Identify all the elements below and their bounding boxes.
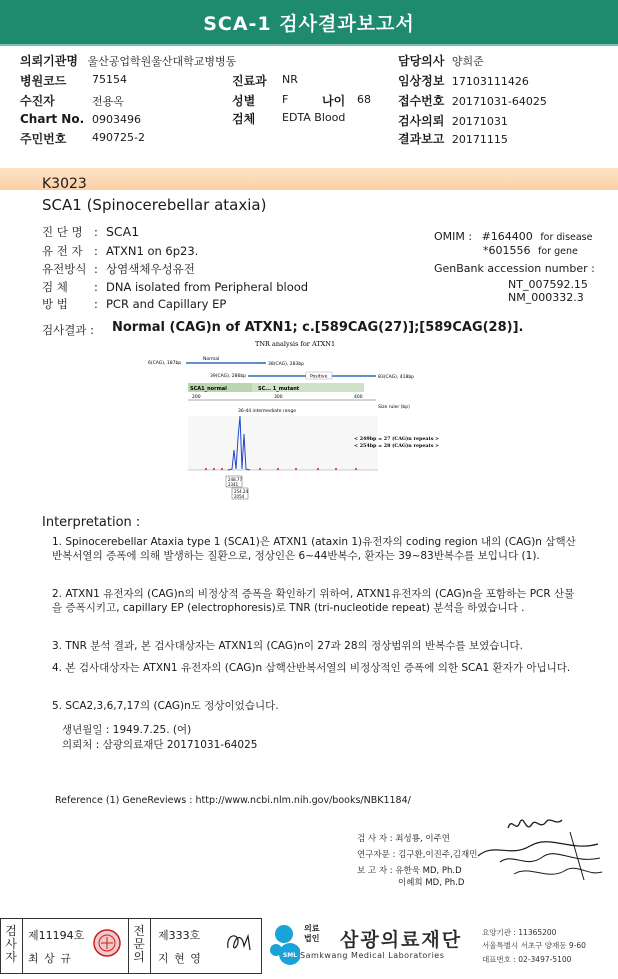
clinical-info-value: 17103111426 [451,75,529,88]
header-band [0,0,618,44]
address: 서울특별시 서초구 양재동 9-60 [482,941,586,950]
peak-1-size: 248.77 [228,477,242,482]
institution-row [20,52,236,69]
legend-1: < 249bp = 27 (CAG)n repeats > [354,436,440,442]
gene-value: ATXN1 on 6p23. [106,244,199,258]
receipt-no-row: 접수번호 20171031-64025 [398,94,547,108]
tnr-analysis-figure [140,338,480,500]
diagnosis-value: SCA1 [106,224,140,239]
doctor-label: 담당의사 [398,54,445,68]
label-positive: Positive [310,374,328,380]
size-marker [355,468,357,470]
reporter: 보 고 자 : 유한욱 MD, Ph.D [357,866,462,876]
size-marker [205,468,207,470]
label-83cag: 83(CAG), 418bp [378,375,415,380]
clinical-info-row: 임상정보 17103111426 [398,74,529,88]
method-value: PCR and Capillary EP [106,297,227,311]
label-sca1-normal: SCA1_normal [190,386,227,392]
ruler-label: Size ruler (bp) [378,405,410,410]
resident-no-label: 주민번호 [20,132,67,146]
age-value: 68 [357,93,371,106]
hospital-code-label: 병원코드 [20,74,67,88]
specialist-signature [222,926,258,962]
intermediate-label: 36-44 intermediate range [238,409,296,414]
test-name: SCA1 (Spinocerebellar ataxia) [42,196,267,214]
chart-no-label: Chart No. [20,112,85,126]
chart-no-value: 0903496 [92,113,141,126]
hospital-code-row [20,72,66,89]
report-title: SCA-1 검사결과보고서 [203,13,415,35]
tick-300: 300 [274,395,283,400]
doctor-row [398,52,484,69]
inheritance-value: 상염색체우성유전 [106,262,195,276]
patient-label: 수진자 [20,94,55,108]
specimen-value: EDTA Blood [282,111,346,124]
care-number: 요양기관 : 11365200 [482,928,557,937]
peak-1-height: 2341 [228,482,239,487]
inheritance-row: 유전방식 : 상염색체우성유전 [42,262,195,276]
handwritten-signature [470,812,610,892]
diagnosis-row: 진 단 명 : SCA1 [42,224,140,239]
size-marker [221,468,223,470]
reference: Reference (1) GeneReviews : http://www.ncbi.nlm.nih.gov/books/NBK1184/ [55,795,411,806]
org-english-name: Samkwang Medical Laboratories [300,951,445,960]
label-39cag: 39(CAG), 286bp [210,374,247,379]
license-2: 제333호 [158,929,201,942]
electropherogram-panel [188,416,378,470]
examiner: 검 사 자 : 최성룡, 이주연 [357,834,450,844]
test-code: K3023 [42,176,87,192]
specimen-label: 검체 [232,112,256,126]
advisor: 연구자문 : 김구환,이진주,김재민 [357,850,478,860]
phone: 대표번호 : 02-3497-5100 [482,955,572,964]
reporter-2: 이혜희 MD, Ph.D [398,878,465,888]
name-1: 최 상 규 [28,952,72,965]
name-2: 지 현 영 [158,952,202,965]
sml-logo-text: SML [282,952,298,959]
genbank-2: NM_000332.3 [508,291,584,304]
omim-disease: OMIM : #164400 for disease [434,230,593,243]
gene-row: 유 전 자 : ATXN1 on 6p23. [42,244,199,258]
report-date-row: 결과보고 20171115 [398,132,508,146]
label-38cag: 38(CAG), 283bp [268,362,305,367]
sex-label: 성별 [232,94,256,108]
size-marker [213,468,215,470]
patient-value: 전용옥 [92,95,124,108]
size-marker [335,468,337,470]
method-row: 방 법 : PCR and Capillary EP [42,297,227,311]
size-marker [277,468,279,470]
org-name: 삼광의료재단 [340,929,463,951]
report-date-value: 20171115 [451,133,508,146]
omim-gene: *601556 for gene [483,244,578,257]
interpretation-p4: 4. 본 검사대상자는 ATXN1 유전자의 (CAG)n 삼핵산반복서열의 비정상적인 증폭에 의한 SCA1 환자가 아닙니다. [52,662,571,674]
org-prefix: 의료법인 [304,924,320,943]
genbank-label: GenBank accession number : [434,262,595,275]
size-marker [259,468,261,470]
sml-logo-icon [268,920,300,970]
sample-value: DNA isolated from Peripheral blood [106,280,309,294]
department-label: 진료과 [232,74,267,88]
hospital-code-value: 75154 [92,73,127,86]
tick-400: 400 [354,395,363,400]
sex-value: F [282,93,289,106]
seal-stamp [92,928,122,958]
specialist-vertical-label: 전문의 [133,924,145,964]
requester: 의뢰처 : 삼광의료재단 20171031-64025 [62,739,258,751]
request-date-value: 20171031 [451,115,508,128]
size-marker [317,468,319,470]
interpretation-p5: 5. SCA2,3,6,7,17의 (CAG)n도 정상이었습니다. [52,700,279,712]
label-sca1-mutant: SC... 1_mutant [258,386,300,392]
result-label: 검사결과 : [42,323,94,337]
department-value: NR [282,73,298,86]
institution-value: 울산공업학원울산대학교병병동 [87,55,237,68]
size-marker [295,468,297,470]
interpretation-title: Interpretation : [42,515,141,530]
doctor-value: 양희준 [451,55,484,68]
label-normal: Normal [203,357,220,362]
age-label: 나이 [322,94,346,108]
figure-title: TNR analysis for ATXN1 [255,340,336,348]
peak-2-size: 254.24 [234,489,248,494]
label-6cag: 6(CAG), 187bp [148,361,182,366]
interpretation-p2: 2. ATXN1 유전자의 (CAG)n의 비정상적 증폭을 확인하기 위하여, ATXN1유전자의 (CAG)n을 포함하는 PCR 산물을 증폭시키고, capillary EP (electrophoresis)로 TNR (tri-nucleotide repeat) 분석을 하였습니다 . [52,588,575,614]
receipt-no-value: 20171031-64025 [451,95,547,108]
request-date-row: 검사의뢰 20171031 [398,114,508,128]
institution-label: 의뢰기관명 [20,54,78,68]
test-band [0,168,618,190]
examiner-vertical-label: 검사자 [5,924,17,964]
interpretation-p3: 3. TNR 분석 결과, 본 검사대상자는 ATXN1의 (CAG)n이 27과 28의 정상범위의 반복수를 보였습니다. [52,640,523,652]
header-divider [0,44,618,46]
license-1: 제11194호 [28,929,85,942]
peak-2-height: 2054 [234,494,245,499]
legend-2: < 254bp = 28 (CAG)n repeats > [354,443,440,449]
result-value: Normal (CAG)n of ATXN1; c.[589CAG(27)];[589CAG(28)]. [112,320,524,335]
birth-date: 생년월일 : 1949.7.25. (여) [62,724,192,736]
tick-200: 200 [192,395,201,400]
sample-row: 검 체 : DNA isolated from Peripheral blood [42,280,309,294]
interpretation-p1: 1. Spinocerebellar Ataxia type 1 (SCA1)은 ATXN1 (ataxin 1)유전자의 coding region 내의 (CAG)n 삼핵산 반복서열의 증폭에 의해 발생하는 질환으로, 정상인은 6~44반복수, 환자는 39~83반복수를 보입니다 (1). [52,536,576,562]
resident-no-value: 490725-2 [92,131,145,144]
genbank-1: NT_007592.15 [508,278,588,291]
